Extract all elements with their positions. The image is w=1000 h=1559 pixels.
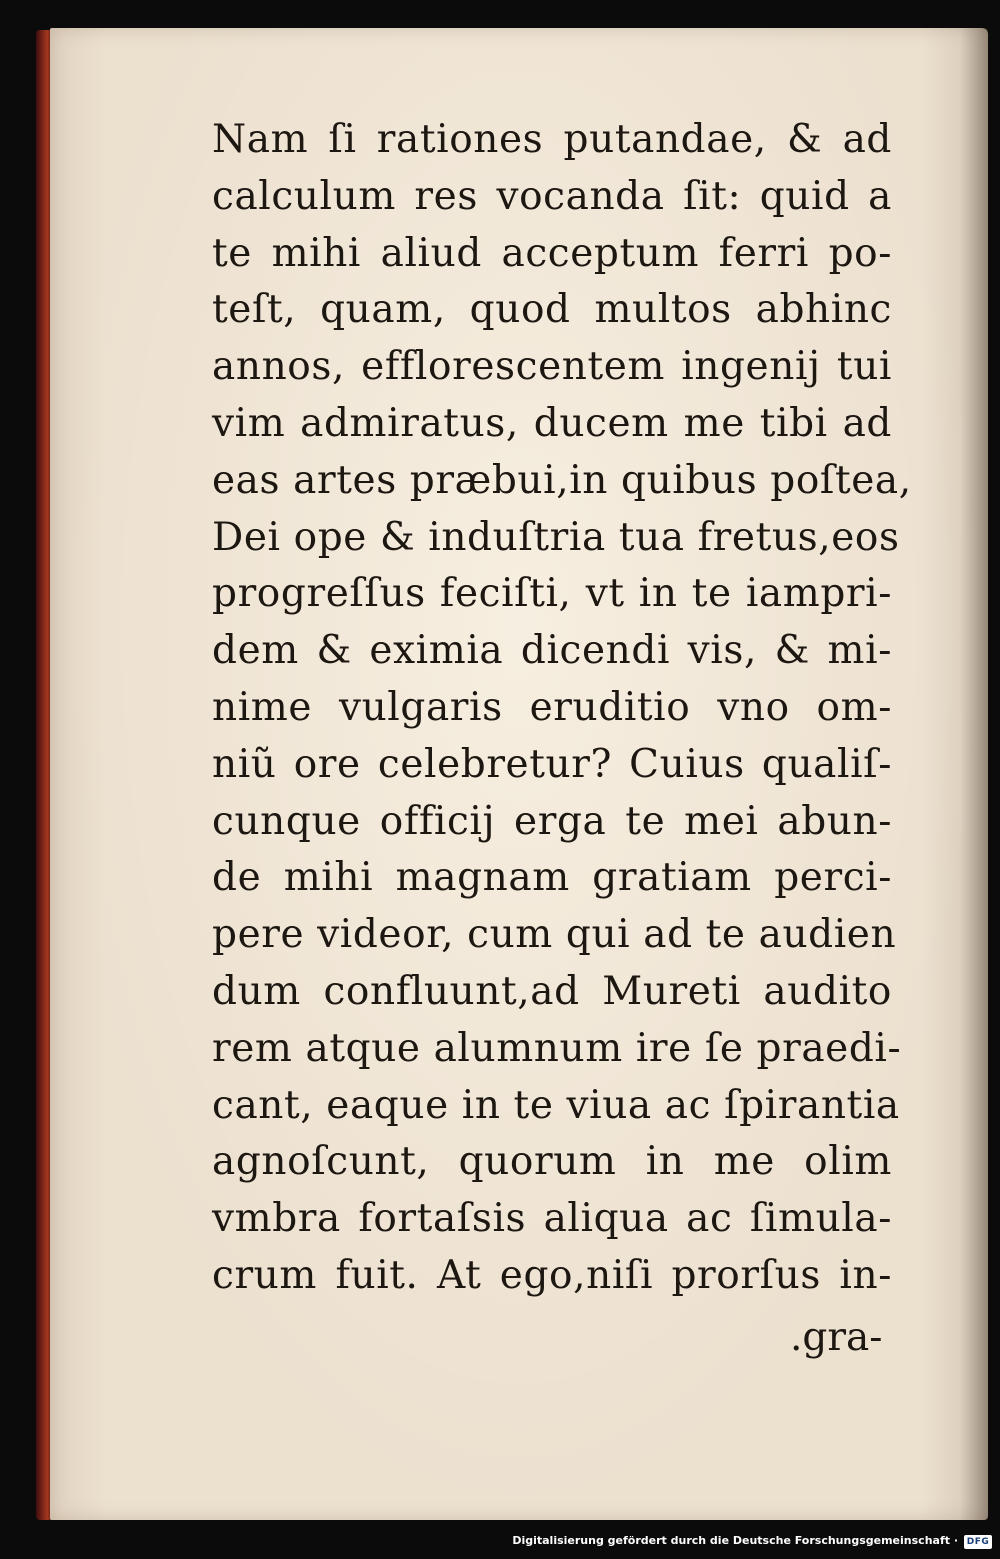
text-line: nime vulgaris eruditio vno om- xyxy=(212,684,892,730)
catchword: .gra- xyxy=(790,1315,883,1360)
text-line: vmbra fortaſsis aliqua ac ſimula- xyxy=(212,1196,892,1242)
text-line: niũ ore celebretur? Cuius qualiſ- xyxy=(212,741,892,787)
page-text xyxy=(212,112,912,1305)
text-line: cunque officij erga te mei abun- xyxy=(212,798,892,844)
funding-credit: Digitalisierung gefördert durch die Deutsche Forschungsgemeinschaft · xyxy=(512,1534,958,1547)
text-line: dum confluunt,ad Mureti audito xyxy=(212,968,892,1014)
text-line: vim admiratus, ducem me tibi ad xyxy=(212,400,892,446)
text-line: de mihi magnam gratiam perci- xyxy=(212,855,892,901)
text-line: crum fuit. At ego,niſi prorſus in- xyxy=(212,1252,892,1298)
text-line: annos, efflorescentem ingenij tui xyxy=(212,344,892,390)
text-line: te mihi aliud acceptum ferri po- xyxy=(212,230,892,276)
footer-bar xyxy=(0,1521,1000,1559)
text-line: eas artes præbui,in quibus poſtea, xyxy=(212,457,912,503)
text-line: dem & eximia dicendi vis, & mi- xyxy=(212,628,892,674)
page-gutter-shadow xyxy=(960,28,988,1520)
text-line: teſt, quam, quod multos abhinc xyxy=(212,287,892,333)
text-line: rem atque alumnum ire ſe praedi- xyxy=(212,1025,902,1071)
text-line: progreſſus feciſti, vt in te iampri- xyxy=(212,571,892,617)
dfg-logo: DFG xyxy=(964,1535,992,1549)
text-line: pere videor, cum qui ad te audien xyxy=(212,912,897,958)
text-line: Nam ſi rationes putandae, & ad xyxy=(212,117,892,162)
text-line: agnoſcunt, quorum in me olim xyxy=(212,1139,892,1185)
text-line: calculum res vocanda ſit: quid a xyxy=(212,173,892,219)
text-line: Dei ope & induſtria tua fretus,eos xyxy=(212,514,900,560)
text-line: cant, eaque in te viua ac ſpirantia xyxy=(212,1082,900,1128)
